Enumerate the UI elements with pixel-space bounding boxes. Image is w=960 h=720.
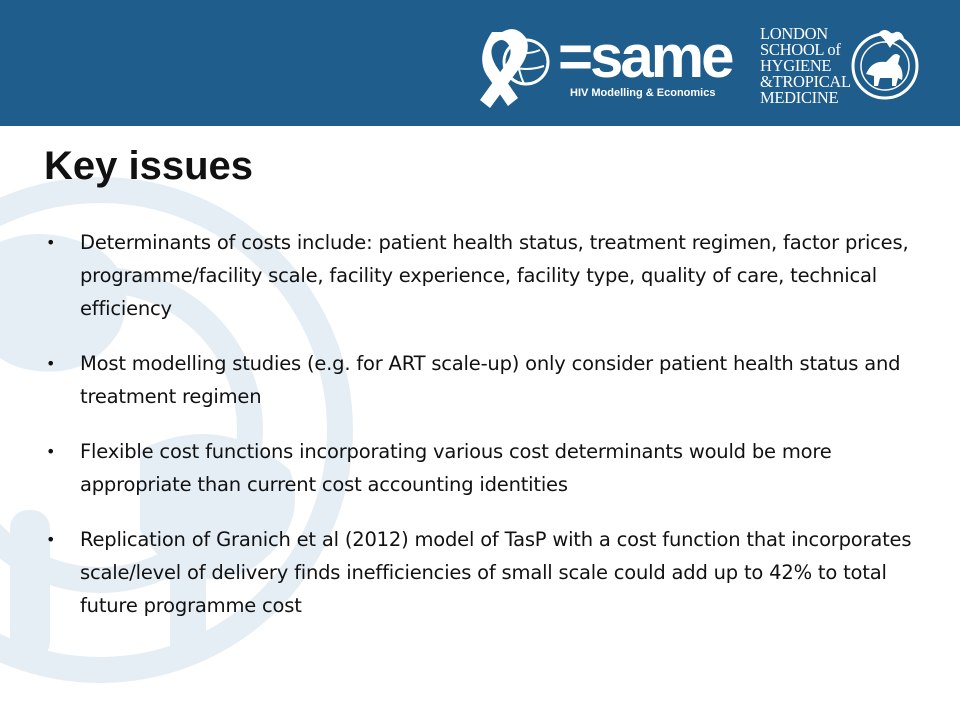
bullet-text: Replication of Granich et al (2012) model of TasP with a cost function that incorporates scale/level of delivery finds inefficiencies of small scale could add up to 42% to total future programme cost bbox=[80, 528, 912, 617]
same-tagline: HIV Modelling & Economics bbox=[570, 87, 716, 99]
school-name-line: HYGIENE bbox=[760, 56, 832, 75]
school-name-line: LONDON bbox=[760, 24, 828, 43]
list-item bbox=[42, 523, 912, 622]
awareness-ribbon-globe-icon bbox=[476, 26, 552, 110]
bullet-text: Flexible cost functions incorporating various cost determinants would be more appropriate than current cost accounting identities bbox=[80, 440, 832, 496]
school-name-line: &TROPICAL bbox=[760, 72, 851, 91]
bullet-list bbox=[42, 226, 912, 644]
bullet-dot-icon: • bbox=[46, 354, 56, 373]
bullet-text: Determinants of costs include: patient health status, treatment regimen, factor prices, programme/facility scale, facility experience, facility type, quality of care, technical efficiency bbox=[80, 231, 909, 320]
list-item bbox=[42, 226, 912, 325]
list-item bbox=[42, 435, 912, 501]
page-title: Key issues bbox=[44, 144, 254, 188]
school-crest-icon bbox=[848, 24, 922, 104]
bullet-dot-icon: • bbox=[46, 442, 56, 461]
same-logo: =same bbox=[558, 23, 732, 90]
school-name-line: SCHOOL of bbox=[760, 40, 841, 59]
list-item bbox=[42, 347, 912, 413]
bullet-dot-icon: • bbox=[46, 530, 56, 549]
school-name-logo bbox=[760, 26, 856, 106]
bullet-dot-icon: • bbox=[46, 233, 56, 252]
school-name-line: MEDICINE bbox=[760, 88, 839, 107]
bullet-text: Most modelling studies (e.g. for ART scale-up) only consider patient health status and treatment regimen bbox=[80, 352, 901, 408]
